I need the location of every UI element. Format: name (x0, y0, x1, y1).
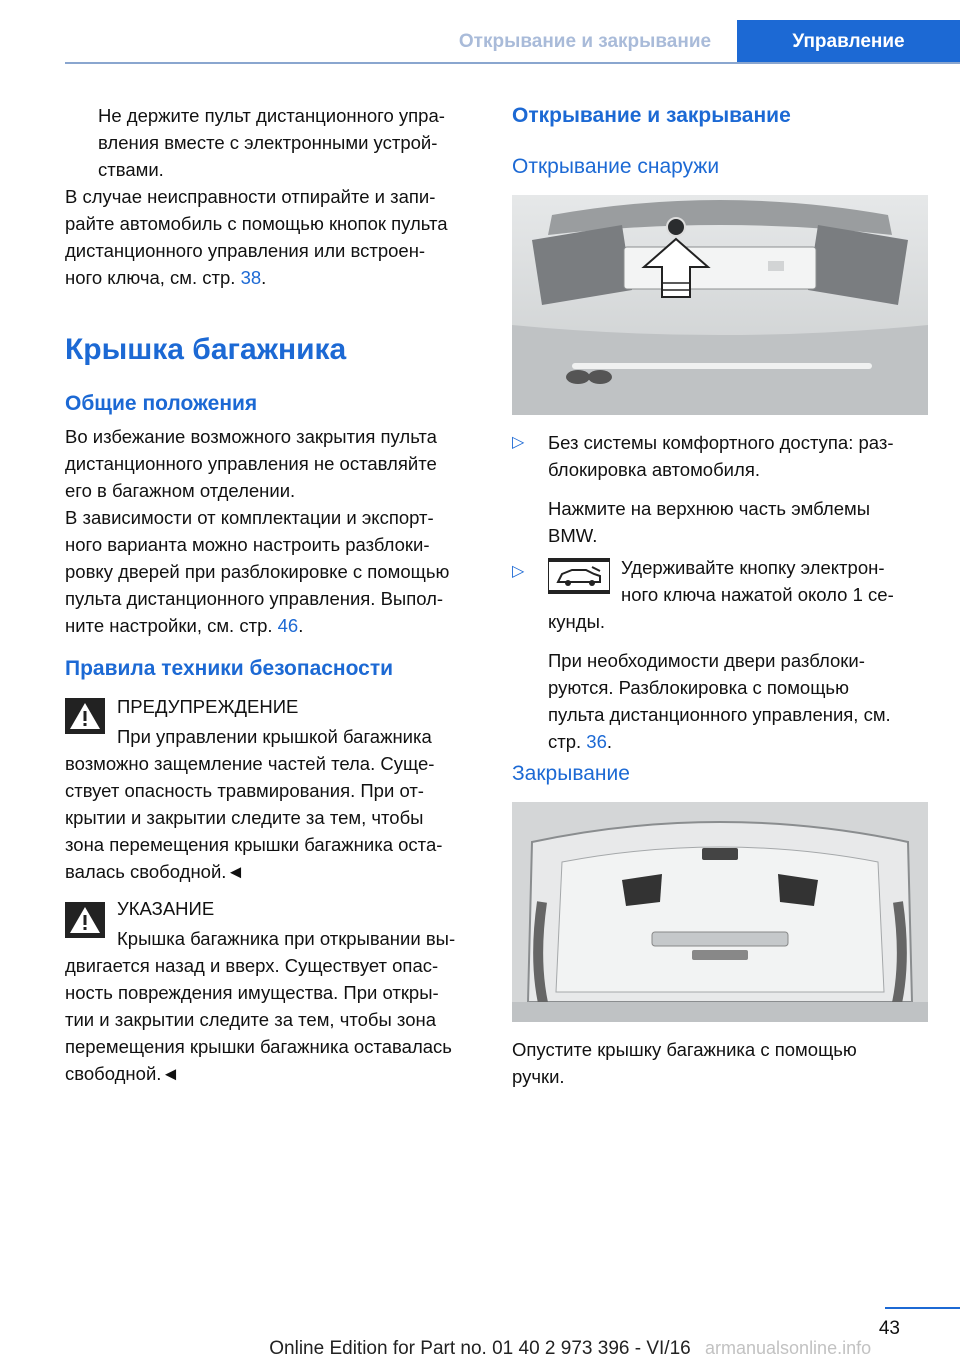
text-span: ните настройки, см. стр. (65, 615, 278, 636)
bullet-2-body (548, 608, 933, 755)
text-line: возможно защемление частей тела. Суще- (65, 753, 435, 774)
period: . (606, 731, 613, 752)
text-line: ручки. (512, 1066, 565, 1087)
text-line: В случае неисправности отпирайте и запи- (65, 186, 436, 207)
page-ref-link[interactable]: 46 (277, 615, 299, 636)
text-line: кунды. (548, 611, 605, 632)
page-ref-link[interactable]: 38 (240, 267, 262, 288)
text-line: райте автомобиль с помощью кнопок пульта (65, 213, 448, 234)
closing-heading: Закрывание (512, 762, 630, 785)
warning-title: ПРЕДУПРЕЖДЕНИЕ (117, 696, 299, 717)
general-paragraph (65, 423, 485, 504)
edition-text: Online Edition for Part no. 01 40 2 973 396 - VI/16 (269, 1338, 691, 1359)
period: . (261, 267, 267, 288)
notice-title: УКАЗАНИЕ (117, 898, 215, 919)
text-line: При необходимости двери разблоки- (548, 650, 865, 671)
text-line: BMW. (548, 525, 598, 546)
text-line: Крышка багажника при открывании вы- (117, 928, 456, 949)
text-line: ровку дверей при разблокировке с помощью (65, 561, 450, 582)
warning-head (117, 693, 487, 750)
text-line: двигается назад и вверх. Существует опас- (65, 955, 439, 976)
safety-heading: Правила техники безопасности (65, 657, 394, 680)
header-rule (65, 62, 960, 64)
text-line: Опустите крышку багажника с помощью (512, 1039, 857, 1060)
malfunction-paragraph (65, 183, 485, 291)
intro-line: вления вместе с электронными устрой- (98, 132, 438, 153)
notice-body (65, 952, 485, 1087)
text-line: ствует опасность травмирования. При от- (65, 780, 424, 801)
car-rear-image (512, 195, 928, 415)
page-number: 43 (878, 1318, 900, 1339)
text-line: перемещения крышки багажника оставалась (65, 1036, 452, 1057)
text-line: блокировка автомобиля. (548, 459, 760, 480)
intro-line: ствами. (98, 159, 164, 180)
intro-paragraph (98, 102, 478, 183)
text-span: ного ключа, см. стр. (65, 267, 241, 288)
open-close-heading: Открывание и закрывание (512, 104, 791, 127)
text-line: дистанционного управления или встроен- (65, 240, 426, 261)
car-trunk-key-icon[interactable] (548, 558, 610, 594)
configuration-paragraph (65, 504, 485, 639)
bullet-2-head (621, 554, 931, 608)
text-line: крытии и закрытии следите за тем, чтобы (65, 807, 424, 828)
text-line: В зависимости от комплектации и экспорт- (65, 507, 434, 528)
text-line: его в багажном отделении. (65, 480, 296, 501)
text-line: дистанционного управления не оставляйте (65, 453, 437, 474)
closing-paragraph (512, 1036, 932, 1090)
text-line: пульта дистанционного управления, см. (548, 704, 891, 725)
text-line: Без системы комфортного доступа: раз- (548, 432, 894, 453)
text-line: валась свободной.◄ (65, 861, 245, 882)
text-line: руются. Разблокировка с помощью (548, 677, 849, 698)
header-section-title: Открывание и закрывание (458, 31, 712, 52)
warning-body (65, 750, 485, 885)
text-line: ного варианта можно настроить разблоки- (65, 534, 430, 555)
text-line: Удерживайте кнопку электрон- (621, 557, 885, 578)
text-line: ного ключа нажатой около 1 се- (621, 584, 894, 605)
period: . (298, 615, 304, 636)
trunk-lid-image (512, 802, 928, 1022)
bullet-1 (548, 429, 933, 549)
watermark-text: armanualsonline.info (705, 1338, 872, 1358)
text-line: ность повреждения имущества. При откры- (65, 982, 439, 1003)
text-line (65, 612, 485, 639)
bullet-marker: ▷ (512, 434, 525, 451)
general-heading: Общие положения (65, 392, 258, 415)
section-title: Крышка багажника (65, 333, 347, 366)
open-outside-heading: Открывание снаружи (512, 155, 720, 178)
text-line: свободной.◄ (65, 1063, 180, 1084)
header-chapter-tab[interactable]: Управление (737, 20, 960, 64)
footer-rule (885, 1307, 960, 1309)
text-line: Во избежание возможного закрытия пульта (65, 426, 437, 447)
text-span: стр. (548, 731, 587, 752)
text-line: пульта дистанционного управления. Выпол- (65, 588, 444, 609)
text-line (548, 728, 933, 755)
bullet-marker: ▷ (512, 563, 525, 580)
page-ref-link[interactable]: 36 (586, 731, 607, 752)
text-line: Нажмите на верхнюю часть эмблемы (548, 498, 871, 519)
text-line: тии и закрытии следите за тем, чтобы зона (65, 1009, 436, 1030)
text-line: зона перемещения крышки багажника оста- (65, 834, 443, 855)
notice-head (117, 895, 487, 952)
notice-icon (65, 902, 105, 938)
intro-line: Не держите пульт дистанционного упра- (98, 105, 445, 126)
text-line (65, 264, 485, 291)
text-line: При управлении крышкой багажника (117, 726, 432, 747)
warning-icon (65, 698, 105, 734)
